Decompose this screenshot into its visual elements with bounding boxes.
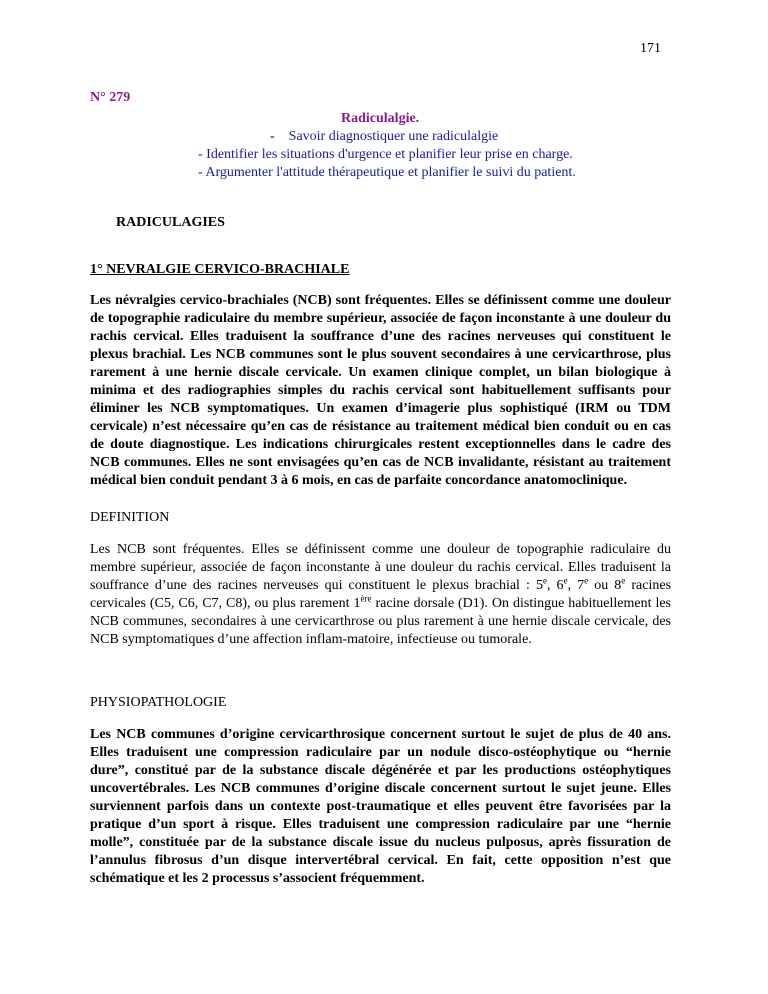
sup-e-4: e xyxy=(621,575,626,586)
definition-text-a: Les NCB sont fréquentes. Elles se définissent comme une douleur de topographie radiculaire du membre supérieur, associée de façon inconstante à une douleur du rachis cervical. Elles traduisent la souffrance d’une des racines nerveuses qui constituent le plexus brachial : 5 xyxy=(90,542,671,593)
objective-3: - Argumenter l'attitude thérapeutique et planifier le suivi du patient. xyxy=(198,165,576,180)
sep-1: , 6 xyxy=(546,578,564,593)
objective-2: - Identifier les situations d'urgence et planifier leur prise en charge. xyxy=(198,147,573,162)
sup-e-2: e xyxy=(563,575,568,586)
item-number: N° 279 xyxy=(90,90,131,105)
page-number: 171 xyxy=(640,41,661,56)
objective-1-text: Savoir diagnostiquer une radiculalgie xyxy=(288,129,499,144)
definition-text-c: racines cervicales (C5, C6, C7, C8), ou plus rarement 1 xyxy=(90,578,672,611)
main-heading: RADICULAGIES xyxy=(116,215,225,230)
definition-text-d: racine dorsale (D1). On distingue habituellement les NCB communes, secondaires à une cervicarthrose ou plus rarement à une hernie discale cervicale, des NCB symptomatiques d’une affection inflam-matoire, infectieuse ou tumorale. xyxy=(90,596,671,647)
definition-heading: DEFINITION xyxy=(90,510,170,525)
sup-ere: ère xyxy=(360,593,372,604)
physiopathologie-heading: PHYSIOPATHOLOGIE xyxy=(90,695,227,710)
intro-paragraph: Les névralgies cervico-brachiales (NCB) sont fréquentes. Elles se définissent comme une douleur de topographie radiculaire du membre supérieur, associée de façon inconstante à une douleur du rachis cervical. Elles traduisent la souffrance d’une des racines nerveuses qui constituent le plexus brachial. Les NCB communes sont le plus souvent secondaires à une cervicarthrose, plus rarement à une hernie discale cervicale. Un examen clinique complet, un bilan biologique à minima et des radiographies simples du rachis cervical sont habituellement suffisants pour éliminer les NCB symptomatiques. Un examen d’imagerie plus sophistiqué (IRM ou TDM cervicale) n’est nécessaire qu’en cas de résistance au traitement médical bien conduit ou en cas de doute diagnostique. Les indications chirurgicales restent exceptionnelles dans le cadre des NCB communes. Elles ne sont envisagées qu’en cas de NCB invalidante, résistant au traitement médical bien conduit pendant 3 à 6 mois, en cas de parfaite concordance anatomoclinique. xyxy=(90,293,671,488)
sep-2: , 7 xyxy=(567,578,585,593)
sup-e-1: e xyxy=(542,575,547,586)
objective-dash: - xyxy=(270,129,275,144)
sup-e-3: e xyxy=(584,575,589,586)
physiopathologie-paragraph: Les NCB communes d’origine cervicarthrosique concernent surtout le sujet de plus de 40 ans. Elles traduisent une compression radiculaire par un nodule disco-ostéophytique ou “hernie dure”, constitué par de la substance discale dégénérée et par les productions ostéophytiques uncovertébrales. Les NCB communes d’origine discale concernent surtout le sujet jeune. Elles surviennent parfois dans un contexte post-traumatique et elles peuvent être favorisées par la pratique d’un sport à risque. Elles traduisent une compression radiculaire par une “hernie molle”, constituée par de la substance discale issue du nucleus pulposus, après fissuration de l’annulus fibrosus d’un disque intervertébral cervical. En fait, cette opposition n’est que schématique et les 2 processus s’associent fréquemment. xyxy=(90,727,671,886)
definition-text-b: ou 8 xyxy=(588,578,622,593)
definition-paragraph xyxy=(90,541,671,649)
section-heading: 1° NEVRALGIE CERVICO-BRACHIALE xyxy=(90,262,350,277)
objectives-title: Radiculalgie. xyxy=(341,111,420,126)
objective-1 xyxy=(270,128,498,146)
